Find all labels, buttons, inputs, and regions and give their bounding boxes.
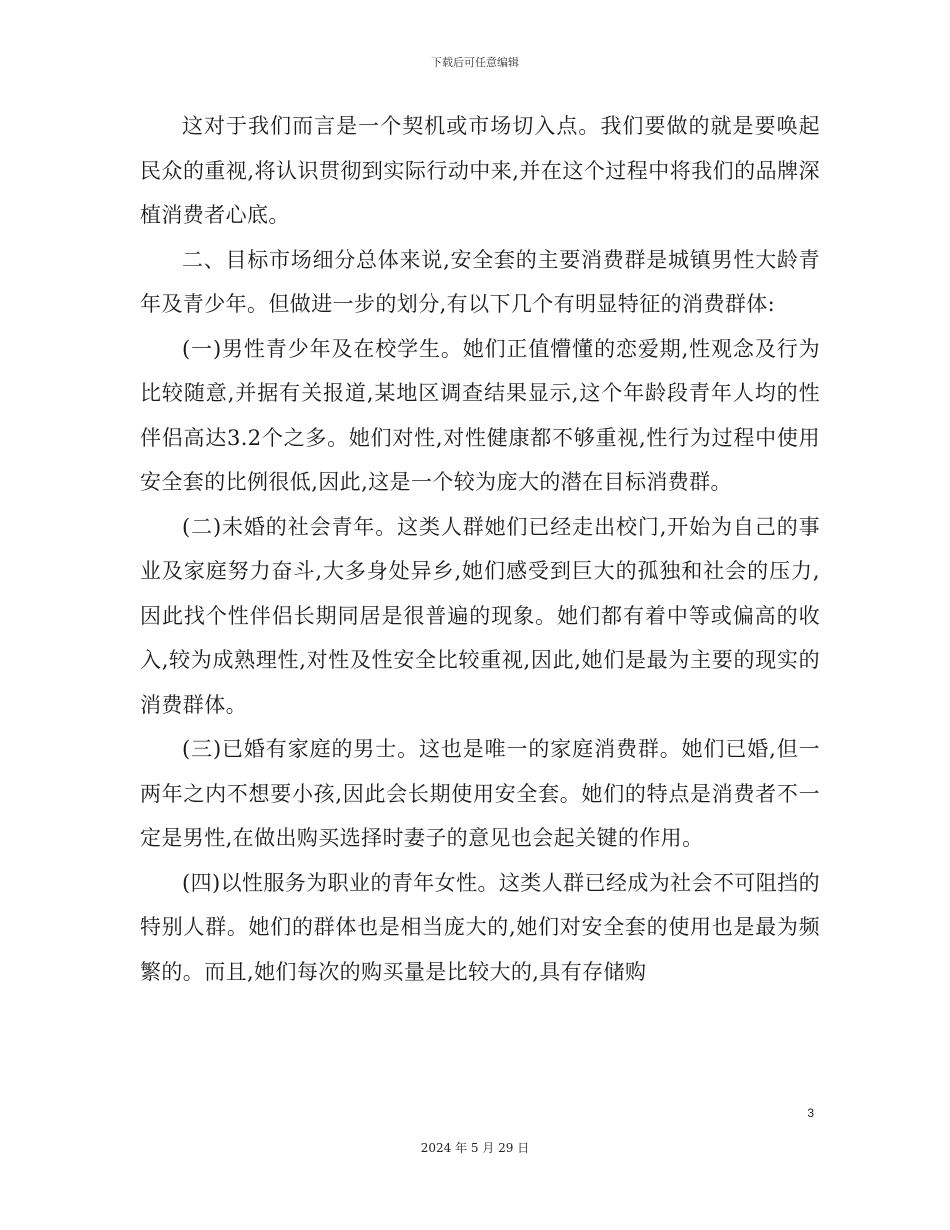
- paragraph-segment-2: (二)未婚的社会青年。这类人群她们已经走出校门,开始为自己的事业及家庭努力奋斗,大多身处异乡,她们感受到巨大的孤独和社会的压力,因此找个性伴侣长期同居是很普遍的现象。她们都有着中等或偏高的收入,较为成熟理性,对性及性安全比较重视,因此,她们是最为主要的现实的消费群体。: [140, 514, 820, 717]
- document-body: [140, 104, 820, 994]
- page-header: 下载后可任意编辑: [431, 56, 519, 69]
- paragraph-intro: 这对于我们而言是一个契机或市场切入点。我们要做的就是要唤起民众的重视,将认识贯彻到实际行动中来,并在这个过程中将我们的品牌深植消费者心底。: [140, 114, 820, 227]
- paragraph-segment-3: (三)已婚有家庭的男士。这也是唯一的家庭消费群。她们已婚,但一两年之内不想要小孩,因此会长期使用安全套。她们的特点是消费者不一定是男性,在做出购买选择时妻子的意见也会起关键的作用。: [140, 737, 820, 850]
- paragraph-segment-4: (四)以性服务为职业的青年女性。这类人群已经成为社会不可阻挡的特别人群。她们的群体也是相当庞大的,她们对安全套的使用也是最为频繁的。而且,她们每次的购买量是比较大的,具有存储购: [140, 870, 820, 984]
- paragraph-target-market: 二、目标市场细分总体来说,安全套的主要消费群是城镇男性大龄青年及青少年。但做进一步的划分,有以下几个有明显特征的消费群体:: [140, 247, 820, 316]
- page-number: 3: [807, 1106, 814, 1120]
- page-footer-date: 2024 年 5 月 29 日: [420, 1141, 530, 1155]
- paragraph-segment-1: (一)男性青少年及在校学生。她们正值懵懂的恋爱期,性观念及行为比较随意,并据有关报道,某地区调查结果显示,这个年龄段青年人均的性伴侣高达3.2个之多。她们对性,对性健康都不够重视,性行为过程中使用安全套的比例很低,因此,这是一个较为庞大的潜在目标消费群。: [140, 336, 820, 494]
